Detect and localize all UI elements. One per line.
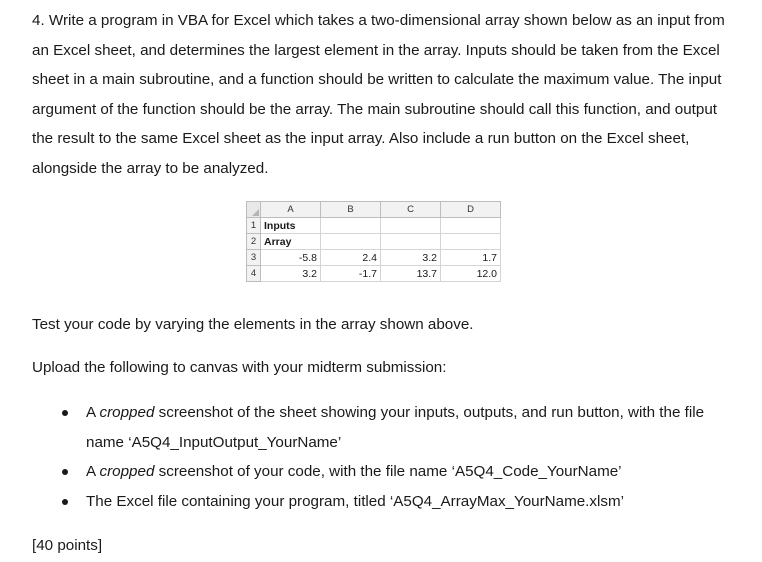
- question-line: 4. Write a program in VBA for Excel which takes a two-dimensional array shown below as an input from: [32, 12, 725, 29]
- bullet-icon: [62, 499, 68, 505]
- question-paragraph: [32, 6, 738, 183]
- cell-a2: Array: [261, 234, 321, 250]
- cell-c1: [381, 218, 441, 234]
- sheet-row: [247, 250, 501, 266]
- upload-instruction: Upload the following to canvas with your midterm submission:: [32, 359, 447, 376]
- cell-d1: [441, 218, 501, 234]
- cell-c2: [381, 234, 441, 250]
- cell-b3: 2.4: [321, 250, 381, 266]
- question-line: an Excel sheet, and determines the largest element in the array. Inputs should be taken from the Excel: [32, 41, 720, 59]
- column-header-b: B: [321, 202, 381, 218]
- column-header-c: C: [381, 202, 441, 218]
- submission-list: [60, 398, 704, 516]
- cell-a3: -5.8: [261, 250, 321, 266]
- select-all-corner: [247, 202, 261, 218]
- list-item: A cropped screenshot of the sheet showing your inputs, outputs, and run button, with the file name ‘A5Q4_InputOutput_YourName’: [60, 398, 704, 457]
- cell-b2: [321, 234, 381, 250]
- column-header-row: [247, 202, 501, 218]
- bullet-icon: [62, 469, 68, 475]
- question-line: sheet in a main subroutine, and a function should be written to calculate the maximum value. The input: [32, 71, 722, 88]
- cell-d4: 12.0: [441, 266, 501, 282]
- list-item: The Excel file containing your program, titled ‘A5Q4_ArrayMax_YourName.xlsm’: [60, 487, 704, 517]
- column-header-a: A: [261, 202, 321, 218]
- cell-a1: Inputs: [261, 218, 321, 234]
- cell-b1: [321, 218, 381, 234]
- cell-d3: 1.7: [441, 250, 501, 266]
- cell-c3: 3.2: [381, 250, 441, 266]
- test-instruction: Test your code by varying the elements in the array shown above.: [32, 316, 474, 333]
- row-header: 4: [247, 266, 261, 282]
- question-line: alongside the array to be analyzed.: [32, 159, 269, 177]
- list-item: A cropped screenshot of your code, with the file name ‘A5Q4_Code_YourName’: [60, 457, 704, 487]
- row-header: 3: [247, 250, 261, 266]
- cell-a4: 3.2: [261, 266, 321, 282]
- row-header: 2: [247, 234, 261, 250]
- question-line: the result to the same Excel sheet as the input array. Also include a run button on the Excel sheet,: [32, 130, 690, 147]
- sheet-row: [247, 266, 501, 282]
- sheet-row: [247, 218, 501, 234]
- cell-c4: 13.7: [381, 266, 441, 282]
- sheet-row: [247, 234, 501, 250]
- bullet-icon: [62, 410, 68, 416]
- cell-d2: [441, 234, 501, 250]
- column-header-d: D: [441, 202, 501, 218]
- cell-b4: -1.7: [321, 266, 381, 282]
- points-label: [40 points]: [32, 537, 103, 554]
- question-line: argument of the function should be the array. The main subroutine should call this function, and output: [32, 100, 717, 118]
- excel-sheet-snippet: [246, 201, 501, 282]
- row-header: 1: [247, 218, 261, 234]
